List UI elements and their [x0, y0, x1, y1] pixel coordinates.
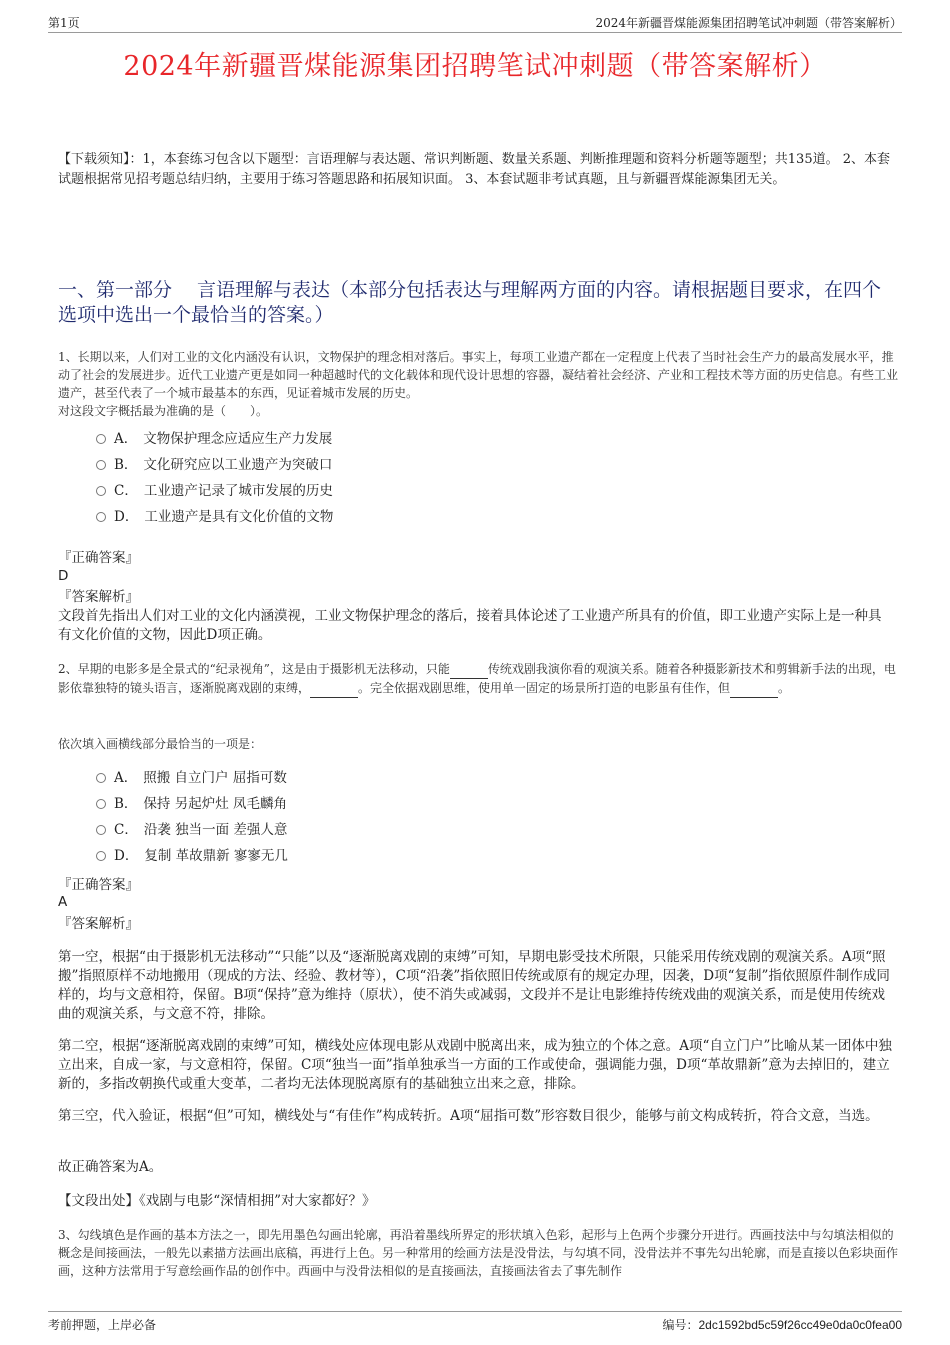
q2-option-a[interactable]: A． 照搬 自立门户 屈指可数 [96, 768, 287, 788]
q1-option-a[interactable]: A． 文物保护理念应适应生产力发展 [96, 429, 332, 449]
page-number: 第1页 [48, 16, 80, 30]
q2-option-b[interactable]: B． 保持 另起炉灶 凤毛麟角 [96, 794, 287, 814]
q1-analysis: 文段首先指出人们对工业的文化内涵漠视，工业文物保护理念的落后，接着具体论述了工业遗产所具有的价值，即工业遗产实际上是一种具有文化价值的文物，因此D项正确。 [58, 608, 882, 643]
question-2-ask: 依次填入画横线部分最恰当的一项是： [58, 737, 263, 751]
page-title: 2024年新疆晋煤能源集团招聘笔试冲刺题（带答案解析） [123, 51, 827, 82]
download-notice: 【下载须知】：1，本套练习包含以下题型：言语理解与表达题、常识判断题、数量关系题、判断推理题和资料分析题等题型；共135道。 2、本套试题根据常见招考题总结归纳，主要用于练习答题思路和拓展知识面。 3、本套试题非考试真题，且与新疆晋煤能源集团无关。 [58, 152, 890, 187]
section-heading: 一、第一部分 言语理解与表达（本部分包括表达与理解两方面的内容。请根据题目要求，在四个选项中选出一个最恰当的答案。） [58, 279, 882, 326]
page-footer [48, 1311, 902, 1332]
q2-source: 【文段出处】《戏剧与电影“深情相拥”对大家都好？》 [58, 1193, 376, 1209]
radio-icon[interactable] [96, 486, 106, 496]
q1-option-c[interactable]: C． 工业遗产记录了城市发展的历史 [96, 481, 333, 501]
radio-icon[interactable] [96, 825, 106, 835]
blank-3 [730, 679, 778, 698]
question-1-ask: 对这段文字概括最为准确的是（ ）。 [58, 404, 269, 418]
blank-2 [310, 679, 358, 698]
radio-icon[interactable] [96, 851, 106, 861]
q2-answer: A [58, 894, 68, 910]
q1-option-d[interactable]: D． 工业遗产是具有文化价值的文物 [96, 507, 333, 527]
q2-analysis-label: 『答案解析』 [58, 916, 139, 932]
q1-answer-label: 『正确答案』 [58, 550, 139, 566]
radio-icon[interactable] [96, 460, 106, 470]
header-doc-title: 2024年新疆晋煤能源集团招聘笔试冲刺题（带答案解析） [595, 16, 902, 30]
radio-icon[interactable] [96, 512, 106, 522]
q1-option-b[interactable]: B． 文化研究应以工业遗产为突破口 [96, 455, 332, 475]
radio-icon[interactable] [96, 434, 106, 444]
q2-option-d[interactable]: D． 复制 革故鼎新 寥寥无几 [96, 846, 288, 866]
q2-conclusion: 故正确答案为A。 [58, 1159, 163, 1175]
q2-analysis-first-blank: 第一空，根据“由于摄影机无法移动”“只能”以及“逐渐脱离戏剧的束缚”可知，早期电影受技术所限，只能采用传统戏剧的观演关系。A项“照搬”指照原样不动地搬用（现成的方法、经验、教材等），C项“沿袭”指依照旧传统或原有的规定办理，因袭，D项“复制”指依照原件制作成同样的，均与文意相符，保留。B项“保持”意为维持（原状），使不消失或减弱，文段并不是让电影维持传统戏曲的观演关系，而是使用传统戏曲的观演关系，与文意不符，排除。 [58, 949, 890, 1022]
q2-option-c[interactable]: C． 沿袭 独当一面 差强人意 [96, 820, 287, 840]
q2-analysis-second-blank: 第二空，根据“逐渐脱离戏剧的束缚”可知，横线处应体现电影从戏剧中脱离出来，成为独立的个体之意。A项“自立门户”比喻从某一团体中独立出来，自成一家，与文意相符，保留。C项“独当一面”指单独承当一方面的工作或使命，强调能力强，D项“革故鼎新”意为去掉旧的，建立新的，多指改朝换代或重大变革，二者均无法体现脱离原有的基础独立出来之意，排除。 [58, 1038, 892, 1092]
radio-icon[interactable] [96, 773, 106, 783]
question-3-stem: 3、勾线填色是作画的基本方法之一，即先用墨色勾画出轮廓，再沿着墨线所界定的形状填入色彩，起形与上色两个步骤分开进行。西画技法中与勾填法相似的概念是间接画法，一般先以素描方法画出底稿，再进行上色。另一种常用的绘画方法是没骨法，与勾填不同，没骨法并不事先勾出轮廓，而是直接以色彩块面作画，这种方法常用于写意绘画作品的创作中。西画中与没骨法相似的是直接画法，直接画法省去了事先制作 [58, 1228, 899, 1278]
document-code: 编号：2dc1592bd5c59f26cc49e0da0c0fea00 [662, 1318, 902, 1332]
question-1-stem: 1、长期以来，人们对工业的文化内涵没有认识，文物保护的理念相对落后。事实上，每项工业遗产都在一定程度上代表了当时社会生产力的最高发展水平，推动了社会的发展进步。近代工业遗产更是如同一种超越时代的文化载体和现代设计思想的容器，凝结着社会经济、产业和工程技术等方面的历史信息。有些工业遗产，甚至代表了一个城市最基本的东西，见证着城市发展的历史。 [58, 350, 899, 400]
radio-icon[interactable] [96, 799, 106, 809]
question-2-stem: 2、早期的电影多是全景式的“纪录视角”，这是由于摄影机无法移动，只能 传统戏剧我演你看的观演关系。随着各种摄影新技术和剪辑新手法的出现，电影依靠独特的镜头语言，逐渐脱离戏剧的束缚， 。完全依据戏剧思维，使用单一固定的场景所打造的电影虽有佳作，但 。 [58, 660, 900, 698]
q1-analysis-label: 『答案解析』 [58, 589, 139, 605]
footer-slogan: 考前押题，上岸必备 [48, 1318, 157, 1332]
q2-analysis-third-blank: 第三空，代入验证，根据“但”可知，横线处与“有佳作”构成转折。A项“屈指可数”形容数目很少，能够与前文构成转折，符合文意，当选。 [58, 1108, 879, 1124]
q2-answer-label: 『正确答案』 [58, 877, 139, 893]
page-header [48, 14, 902, 33]
blank-1 [450, 660, 488, 679]
q1-answer: D [58, 568, 69, 584]
